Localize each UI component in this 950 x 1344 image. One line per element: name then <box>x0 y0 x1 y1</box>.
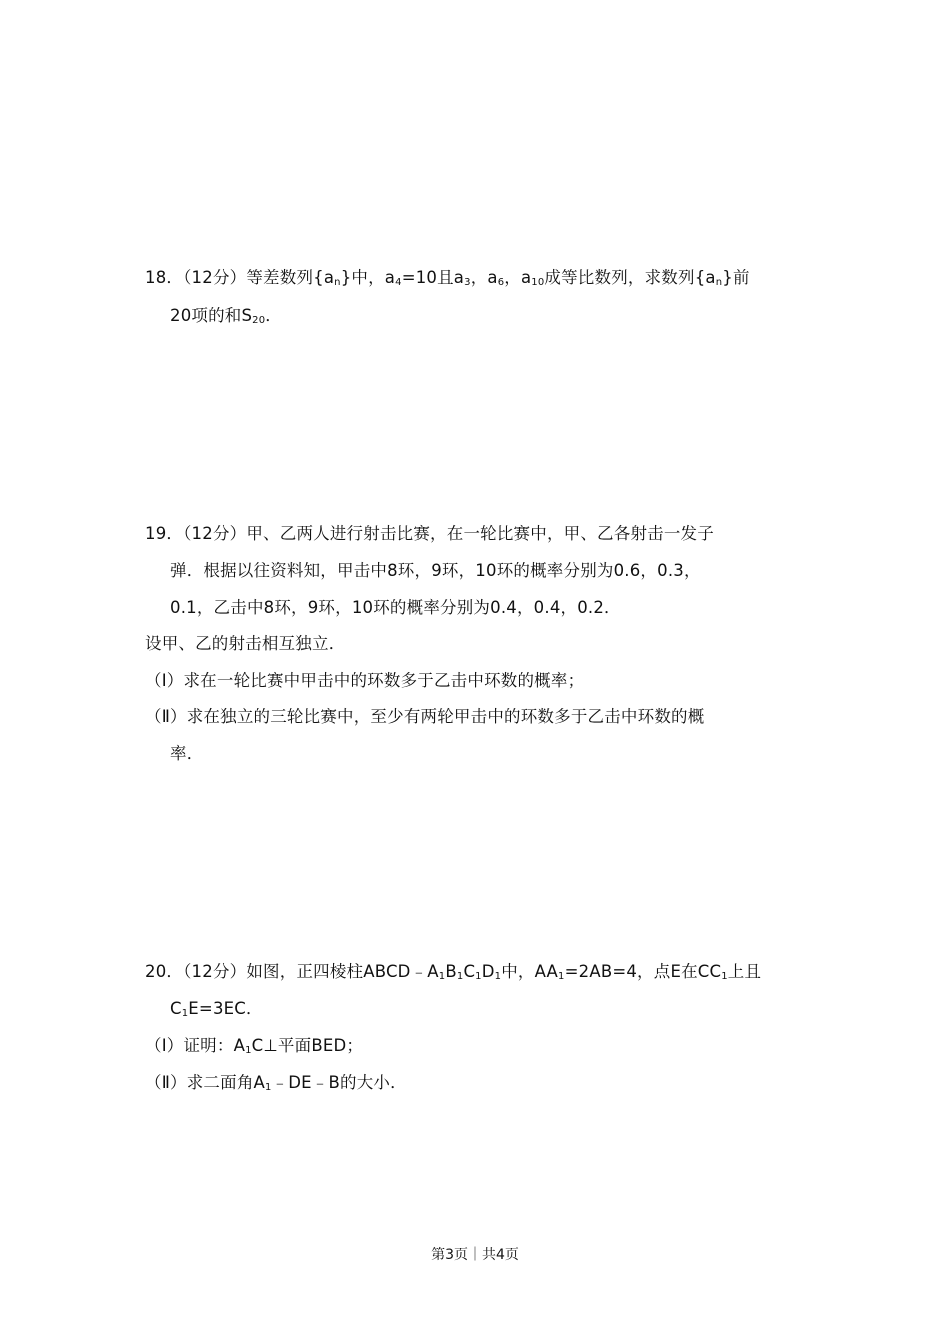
text-run: B <box>445 962 457 981</box>
text-run: （Ⅰ）求在一轮比赛中甲击中的环数多于乙击中环数的概率； <box>145 671 585 690</box>
text-run: }前 <box>722 268 750 287</box>
subscript: 1 <box>181 1008 189 1019</box>
problem-20-line <box>145 1032 363 1056</box>
text-run: （Ⅱ）求在独立的三轮比赛中，至少有两轮甲击中的环数多于乙击中环数的概 <box>145 707 705 726</box>
text-run: 18．（12分）等差数列{a <box>145 268 335 287</box>
problem-19-line <box>170 594 621 618</box>
subscript: 6 <box>497 277 505 288</box>
text-run: 设甲、乙的射击相互独立． <box>145 634 346 653</box>
subscript: 1 <box>245 1045 252 1056</box>
text-run: E=3EC． <box>188 999 263 1018</box>
subscript: n <box>334 277 341 288</box>
problem-18-line <box>170 302 282 326</box>
text-run: D <box>481 962 495 981</box>
text-run: 20．（12分）如图，正四棱柱ABCD﹣A <box>145 962 439 981</box>
problem-20-line <box>145 958 761 982</box>
text-run: 率． <box>170 744 204 763</box>
problem-19-line <box>145 520 714 544</box>
text-run: ． <box>265 306 282 325</box>
text-run: （Ⅰ）证明：A <box>145 1036 246 1055</box>
text-run: 20项的和S <box>170 306 253 325</box>
subscript: 20 <box>252 315 266 326</box>
text-run: 成等比数列，求数列{a <box>544 268 716 287</box>
subscript: 4 <box>395 277 402 288</box>
subscript: 1 <box>494 971 502 982</box>
subscript: 10 <box>531 277 545 288</box>
problem-20-line <box>170 995 263 1019</box>
subscript: 3 <box>464 277 471 288</box>
problem-19-line <box>145 630 345 654</box>
text-run: 中，AA <box>501 962 559 981</box>
problem-20-line <box>145 1069 407 1093</box>
subscript: 1 <box>265 1082 272 1093</box>
problem-18-line <box>145 264 750 288</box>
problem-19-line <box>170 740 203 764</box>
text-run: 0.1，乙击中8环，9环，10环的概率分别为0.4，0.4，0.2． <box>170 598 621 617</box>
page-footer: 第3页｜共4页 <box>431 1247 519 1263</box>
subscript: 1 <box>558 971 565 982</box>
text-run: =10且a <box>401 268 465 287</box>
text-run: }中，a <box>340 268 396 287</box>
subscript: 1 <box>456 971 464 982</box>
subscript: 1 <box>438 971 446 982</box>
text-run: =2AB=4，点E在CC <box>564 962 722 981</box>
text-run: （Ⅱ）求二面角A <box>145 1073 266 1092</box>
subscript: 1 <box>721 971 728 982</box>
text-run: ﹣DE﹣B的大小． <box>271 1073 407 1092</box>
text-run: 上且 <box>727 962 762 981</box>
problem-19-line <box>170 557 701 581</box>
problem-19-line <box>145 703 704 727</box>
text-run: ，a <box>504 268 532 287</box>
text-run: C⊥平面BED； <box>251 1036 364 1055</box>
subscript: 1 <box>475 971 482 982</box>
text-run: C <box>463 962 476 981</box>
text-run: ，a <box>470 268 498 287</box>
problem-19-line <box>145 667 584 691</box>
text-run: 19．（12分）甲、乙两人进行射击比赛，在一轮比赛中，甲、乙各射击一发子 <box>145 524 714 543</box>
text-run: 弹．根据以往资料知，甲击中8环，9环，10环的概率分别为0.6，0.3， <box>170 561 701 580</box>
text-run: C <box>170 999 182 1018</box>
subscript: n <box>715 277 723 288</box>
